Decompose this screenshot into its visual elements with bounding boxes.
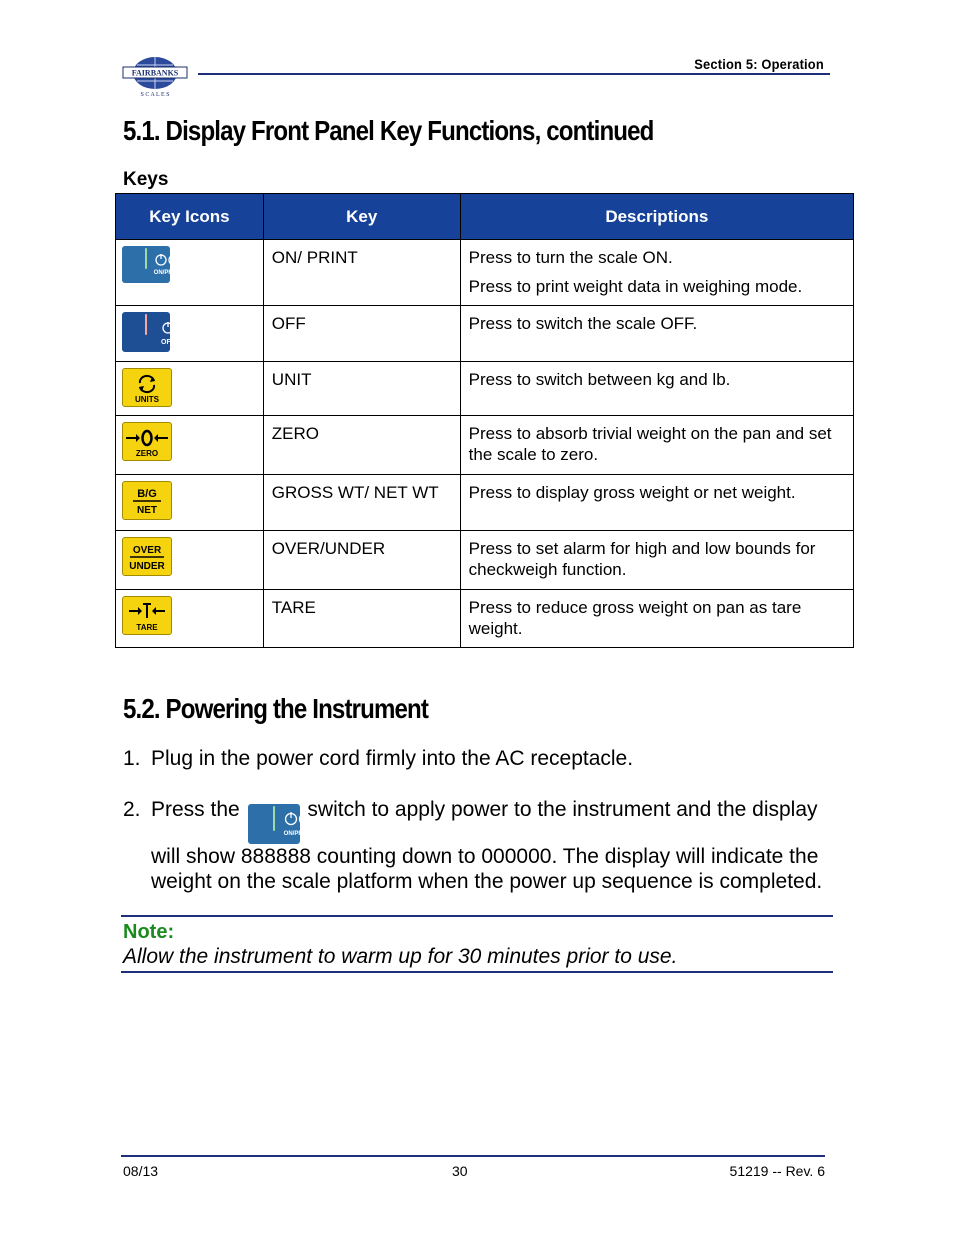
svg-text:OVER: OVER <box>132 545 162 556</box>
table-row <box>116 362 854 416</box>
table-row <box>116 306 854 362</box>
key-description: Press to display gross weight or net weight. <box>460 475 853 531</box>
off-key-icon <box>122 312 175 352</box>
column-header: Descriptions <box>460 194 853 240</box>
footer-rule <box>121 1155 825 1157</box>
on-print-key-icon <box>248 804 312 844</box>
svg-text:OFF: OFF <box>161 339 175 346</box>
key-description: Press to set alarm for high and low bounds for checkweigh function. <box>460 531 853 590</box>
key-name: ON/ PRINT <box>263 240 460 306</box>
keys-table <box>115 193 854 648</box>
note-title: Note: <box>123 921 175 943</box>
bg-net-key-icon <box>122 481 172 520</box>
key-description: Press to switch between kg and lb. <box>460 362 853 416</box>
keys-label: Keys <box>123 169 169 190</box>
tare-key-icon <box>122 596 172 635</box>
key-description: Press to print weight data in weighing mode. <box>468 277 803 296</box>
doc-revision: 51219 -- Rev. 6 <box>729 1163 825 1179</box>
header-rule <box>198 73 830 75</box>
heading-5-2: 5.2. Powering the Instrument <box>123 693 429 724</box>
note-top-rule <box>121 915 833 917</box>
svg-text:ZERO: ZERO <box>135 449 159 458</box>
key-name: GROSS WT/ NET WT <box>263 475 460 531</box>
list-number: 1. <box>123 747 141 770</box>
table-header-row <box>116 194 854 240</box>
key-name: TARE <box>263 590 460 648</box>
svg-text:FAIRBANKS: FAIRBANKS <box>131 68 179 78</box>
table-row <box>116 416 854 475</box>
key-description: Press to absorb trivial weight on the pan and set the scale to zero. <box>460 416 853 475</box>
list-text: switch to apply power to the instrument and the display will show 888888 counting down to 000000. The display will indicate the weight on the scale platform when the power up sequence is completed. <box>151 798 823 893</box>
note-bottom-rule <box>121 971 833 973</box>
list-item <box>123 746 831 771</box>
svg-text:TARE: TARE <box>136 623 158 632</box>
key-description: Press to turn the scale ON. <box>468 248 673 267</box>
over-under-key-icon <box>122 537 172 576</box>
zero-key-icon <box>122 422 172 461</box>
column-header: Key <box>263 194 460 240</box>
key-name: OFF <box>263 306 460 362</box>
column-header: Key Icons <box>116 194 264 240</box>
svg-text:ON/PRINT: ON/PRINT <box>153 270 183 276</box>
table-row <box>116 531 854 590</box>
svg-text:UNITS: UNITS <box>135 395 159 404</box>
table-row <box>116 590 854 648</box>
key-name: ZERO <box>263 416 460 475</box>
table-row <box>116 240 854 306</box>
section-title: Section 5: Operation <box>694 56 824 72</box>
key-description: Press to switch the scale OFF. <box>460 306 853 362</box>
key-description: Press to reduce gross weight on pan as tare weight. <box>460 590 853 648</box>
svg-text:NET: NET <box>137 505 157 516</box>
svg-text:B/G: B/G <box>137 488 157 500</box>
key-name: UNIT <box>263 362 460 416</box>
units-key-icon <box>122 368 172 407</box>
on-print-key-icon <box>122 246 183 283</box>
key-name: OVER/UNDER <box>263 531 460 590</box>
fairbanks-logo <box>121 55 189 99</box>
heading-5-1: 5.1. Display Front Panel Key Functions, continued <box>123 115 654 146</box>
svg-text:UNDER: UNDER <box>129 561 165 572</box>
svg-text:S C A L E S: S C A L E S <box>140 92 170 98</box>
page-number: 30 <box>452 1163 468 1179</box>
footer-date: 08/13 <box>123 1163 159 1179</box>
list-item <box>123 797 831 894</box>
svg-text:ON/PRINT: ON/PRINT <box>283 831 312 837</box>
table-row <box>116 475 854 531</box>
list-text: Press the <box>151 798 240 821</box>
list-text: Plug in the power cord firmly into the AC receptacle. <box>151 747 634 770</box>
list-number: 2. <box>123 798 141 821</box>
note-text: Allow the instrument to warm up for 30 minutes prior to use. <box>123 945 678 968</box>
